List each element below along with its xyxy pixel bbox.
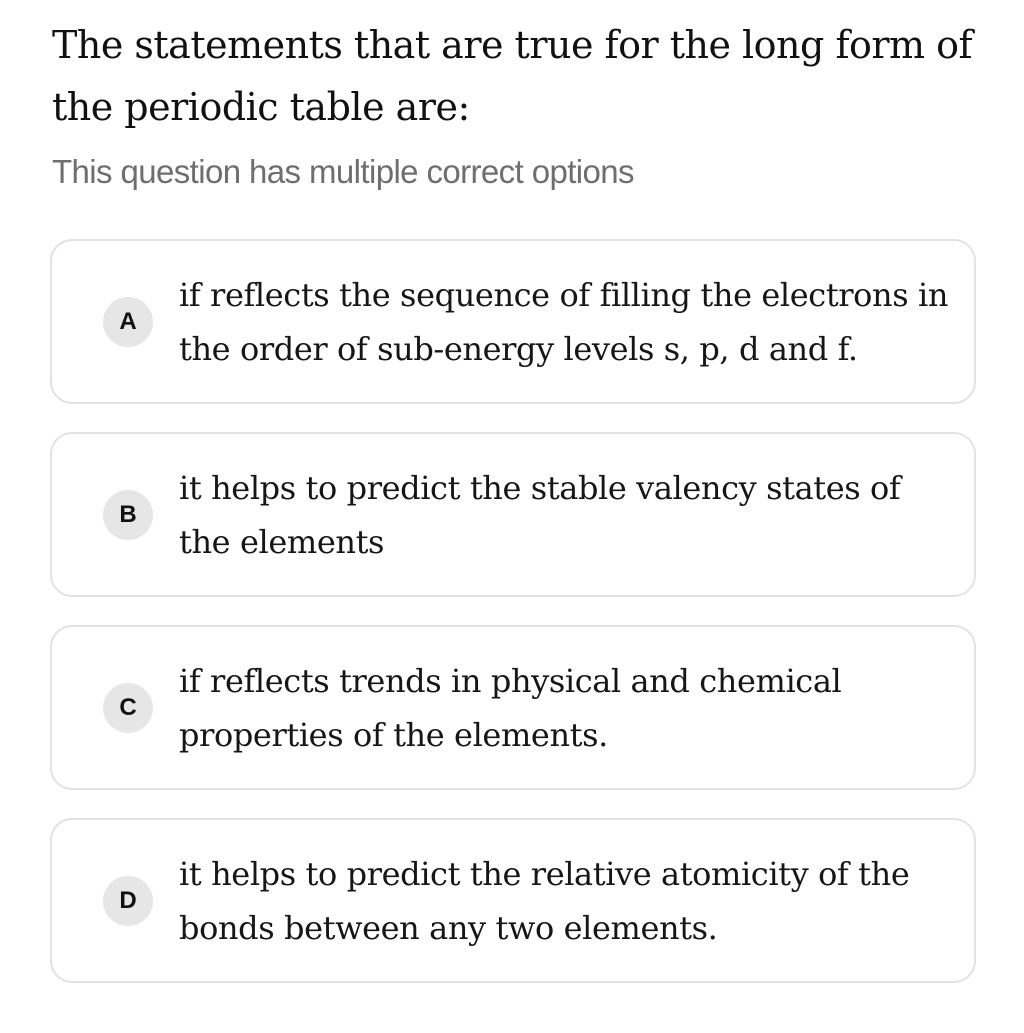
option-c[interactable] (50, 625, 976, 790)
option-d-badge: D (103, 876, 153, 926)
option-a[interactable] (50, 239, 976, 404)
multiple-correct-hint: This question has multiple correct options (52, 153, 634, 190)
question-text: The statements that are true for the long form of the periodic table are: (52, 23, 973, 129)
options-list (50, 239, 976, 1011)
option-a-badge: A (103, 297, 153, 347)
option-c-badge: C (103, 683, 153, 733)
option-b-badge: B (103, 490, 153, 540)
option-b-text: it helps to predict the stable valency states of the elements (179, 468, 901, 561)
option-c-text: if reflects trends in physical and chemical properties of the elements. (179, 661, 842, 754)
option-b[interactable] (50, 432, 976, 597)
option-d[interactable] (50, 818, 976, 983)
option-d-text: it helps to predict the relative atomicity of the bonds between any two elements. (179, 854, 910, 947)
option-a-text: if reflects the sequence of filling the electrons in the order of sub-energy levels s, p, d and f. (179, 275, 949, 368)
